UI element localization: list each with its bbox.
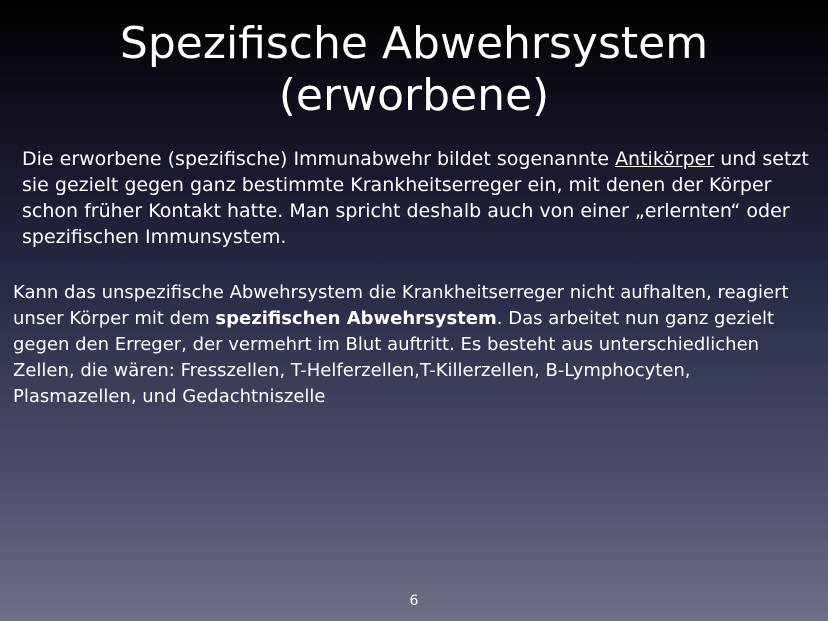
paragraph-acquired-immunity xyxy=(22,146,812,250)
paragraph2-bold-term: spezifischen Abwehrsystem xyxy=(215,308,497,329)
paragraph1-text-start: Die erworbene (spezifische) Immunabwehr bildet sogenannte xyxy=(22,148,616,170)
paragraph-specific-defense xyxy=(13,280,813,410)
slide-title xyxy=(0,18,828,122)
slide-title-line1: Spezifische Abwehrsystem xyxy=(119,18,709,69)
paragraph2-text-start: Kann das unspezifische Abwehrsystem die Krankheitserreger nicht aufhalten, reagiert unser Körper mit dem xyxy=(13,282,789,329)
slide-title-line2: (erworbene) xyxy=(278,70,550,121)
paragraph1-text-end: und setzt sie gezielt gegen ganz bestimmte Krankheitserreger ein, mit denen der Körper schon früher Kontakt hatte. Man spricht deshalb auch von einer „erlernten“ oder spezifischen Immunsystem. xyxy=(22,148,809,248)
page-number: 6 xyxy=(409,593,419,609)
antikoerper-link[interactable]: Antikörper xyxy=(615,148,715,170)
paragraph2-text-end: . Das arbeitet nun ganz gezielt gegen den Erreger, der vermehrt im Blut auftritt. Es besteht aus unterschiedlichen Zellen, die wären: Fresszellen, T-Helferzellen,T-Killerzellen, B-Lymphocyten, Plasmazellen, und Gedachtniszelle xyxy=(13,308,775,407)
